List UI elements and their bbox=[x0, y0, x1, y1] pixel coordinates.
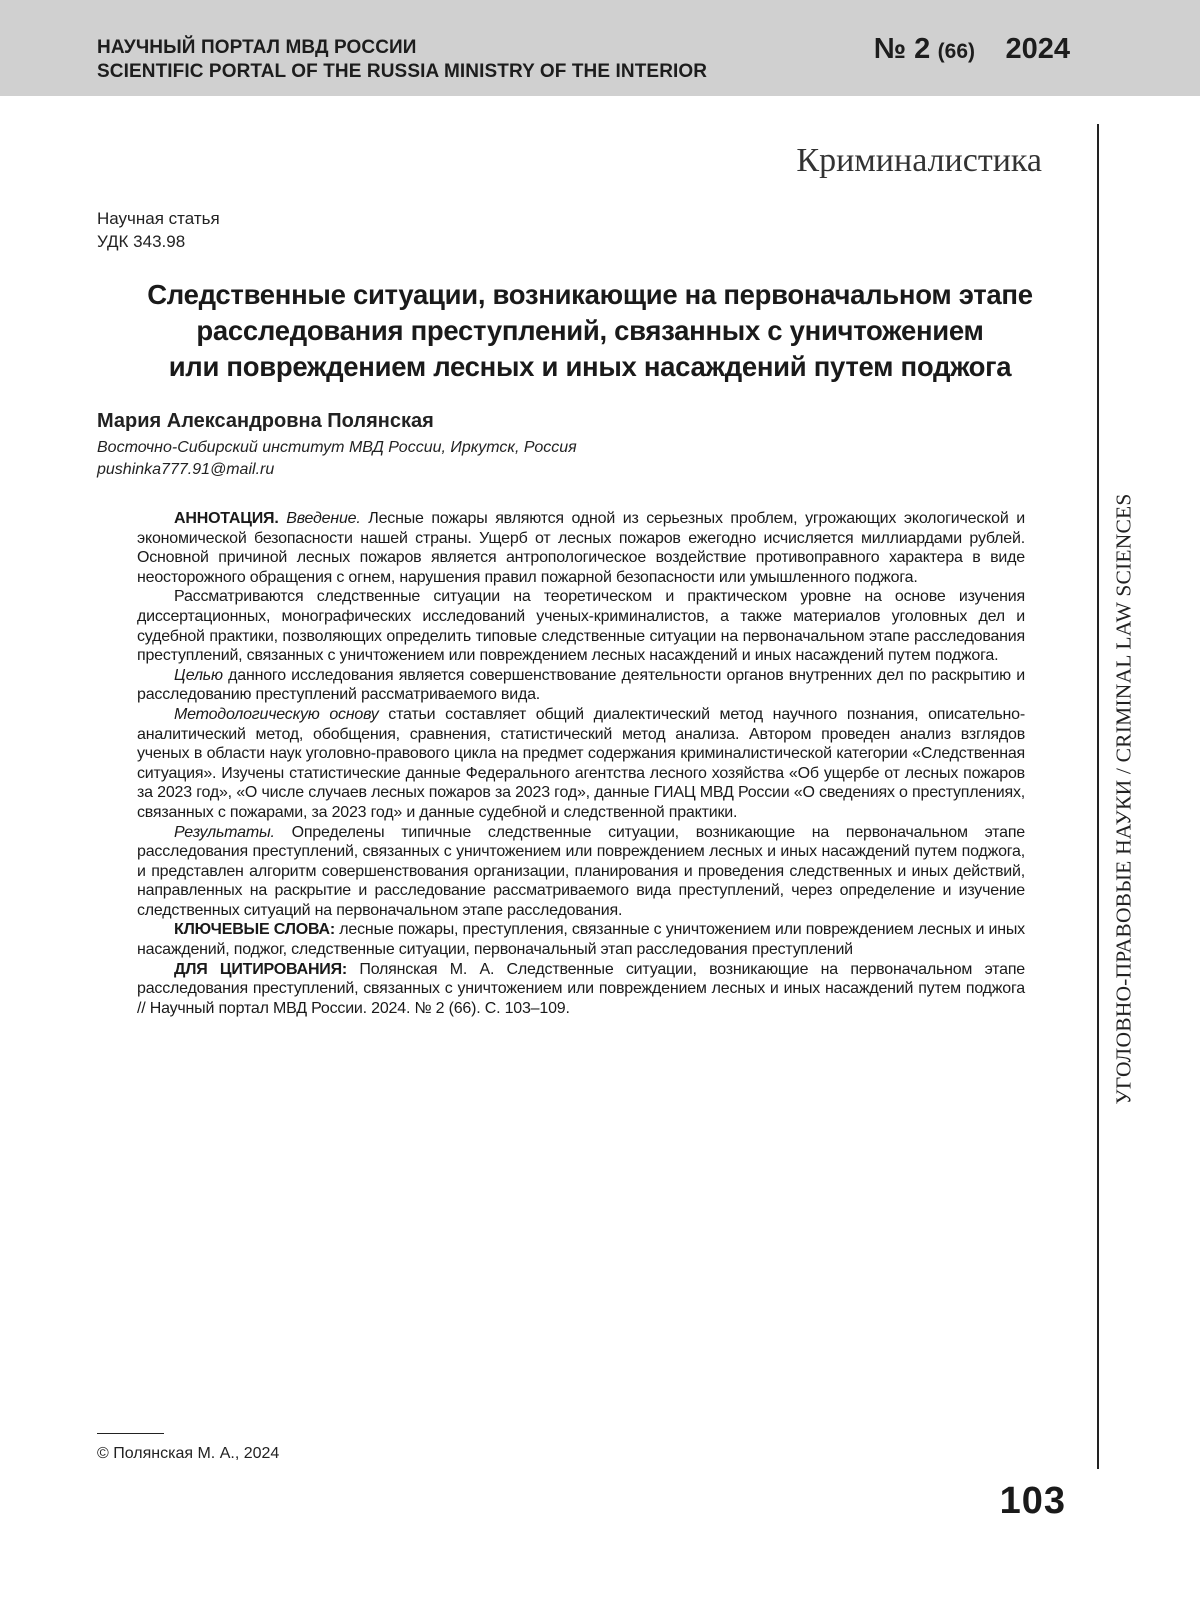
udc-code: УДК 343.98 bbox=[97, 232, 186, 251]
issue-total: (66) bbox=[937, 40, 976, 63]
method-label: Методологическую основу bbox=[174, 705, 379, 723]
side-rule bbox=[1097, 124, 1099, 1469]
results-label: Результаты. bbox=[174, 823, 275, 841]
abstract-block bbox=[137, 509, 1025, 1018]
intro-text: Лесные пожары являются одной из серьезных проблем, угрожающих экологической и экономической безопасности нашей страны. Ущерб от лесных пожаров ежегодно исчисляется миллиардами рублей. Основной причиной лесных пожаров является антропологическое воздействие противоправного характера в виде неосторожного обращения с огнем, нарушения правил пожарной безопасности или умышленного поджога. bbox=[137, 510, 1025, 586]
journal-name-ru: НАУЧНЫЙ ПОРТАЛ МВД РОССИИ bbox=[97, 37, 417, 58]
keywords-label: КЛЮЧЕВЫЕ СЛОВА: bbox=[174, 921, 336, 939]
footnote-rule bbox=[97, 1433, 164, 1434]
copyright-note: © Полянская М. А., 2024 bbox=[97, 1445, 280, 1462]
journal-name bbox=[97, 36, 707, 84]
citation-text: Полянская М. А. Следственные ситуации, возникающие на первоначальном этапе расследования преступлений, связанных с уничтожением или повреждением лесных и иных насаждений путем поджога // Научный портал МВД России. 2024. № 2 (66). С. 103–109. bbox=[137, 960, 1025, 1017]
issue-number: № 2 bbox=[873, 33, 931, 65]
title-line: расследования преступлений, связанных с уничтожением bbox=[196, 315, 984, 346]
author-details bbox=[97, 437, 577, 481]
method-text: статьи составляет общий диалектический метод научного познания, описательно-аналитический метод, обобщения, сравнения, статистический метод анализа. Автором проведен анализ взглядов ученых в области наук уголовно-правового цикла на предмет содержания криминалистической категории «Следственная ситуация». Изучены статистические данные Федерального агентства лесного хозяйства «Об ущербе от лесных пожаров за 2023 год», «О числе случаев лесных пожаров за 2023 год», данные ГИАЦ МВД России «О сведениях о преступлениях, связанных с пожарами, за 2023 год» и данные судебной и следственной практики. bbox=[137, 705, 1025, 821]
abstract-goal bbox=[137, 666, 1025, 705]
citation bbox=[137, 960, 1025, 1019]
goal-label: Целью bbox=[174, 666, 223, 684]
author-affiliation: Восточно-Сибирский институт МВД России, Иркутск, Россия bbox=[97, 439, 577, 456]
side-label: УГОЛОВНО-ПРАВОВЫЕ НАУКИ / CRIMINAL LAW SCIENCES bbox=[1111, 493, 1136, 1105]
article-meta bbox=[97, 207, 220, 253]
citation-label: ДЛЯ ЦИТИРОВАНИЯ: bbox=[174, 960, 348, 978]
results-text: Определены типичные следственные ситуации, возникающие на первоначальном этапе расследования преступлений, связанных с уничтожением или повреждением лесных и иных насаждений путем поджога, и представлен алгоритм совершенствования организации, планирования и проведения следственных и иных действий, направленных на раскрытие и расследование рассматриваемого вида преступлений, через определение и изучение следственных ситуаций на первоначальном этапе расследования. bbox=[137, 823, 1025, 919]
section-heading: Криминалистика bbox=[796, 142, 1042, 179]
issue-year: 2024 bbox=[1005, 33, 1070, 65]
abstract-results bbox=[137, 823, 1025, 921]
abstract-intro bbox=[137, 509, 1025, 587]
keywords-text: лесные пожары, преступления, связанные с уничтожением или повреждением лесных и иных насаждений, поджог, следственные ситуации, первоначальный этап расследования преступлений bbox=[137, 921, 1025, 959]
intro-label: Введение. bbox=[286, 510, 361, 527]
page-number: 103 bbox=[999, 1480, 1066, 1522]
goal-text: данного исследования является совершенствование деятельности органов внутренних дел по раскрытию и расследованию преступлений рассматриваемого вида. bbox=[137, 666, 1025, 704]
keywords bbox=[137, 920, 1025, 959]
abstract-paragraph: Рассматриваются следственные ситуации на теоретическом и практическом уровне на основе изучения диссертационных, монографических исследований ученых-криминалистов, а также материалов уголовных дел и судебной практики, позволяющих определить типовые следственные ситуации на первоначальном этапе расследования преступлений, связанных с уничтожением или повреждением лесных насаждений и иных насаждений путем поджога. bbox=[137, 588, 1025, 665]
journal-name-en: SCIENTIFIC PORTAL OF THE RUSSIA MINISTRY OF THE INTERIOR bbox=[97, 61, 708, 82]
article-type: Научная статья bbox=[97, 209, 220, 228]
issue-info bbox=[874, 33, 1070, 66]
title-line: или повреждением лесных и иных насаждений путем поджога bbox=[168, 351, 1012, 382]
author-name: Мария Александровна Полянская bbox=[97, 410, 434, 432]
article-title bbox=[95, 277, 1085, 385]
title-line: Следственные ситуации, возникающие на первоначальном этапе bbox=[147, 279, 1033, 310]
abstract-label: АННОТАЦИЯ. bbox=[174, 510, 279, 527]
author-email[interactable]: pushinka777.91@mail.ru bbox=[97, 461, 275, 478]
abstract-methodology bbox=[137, 705, 1025, 823]
